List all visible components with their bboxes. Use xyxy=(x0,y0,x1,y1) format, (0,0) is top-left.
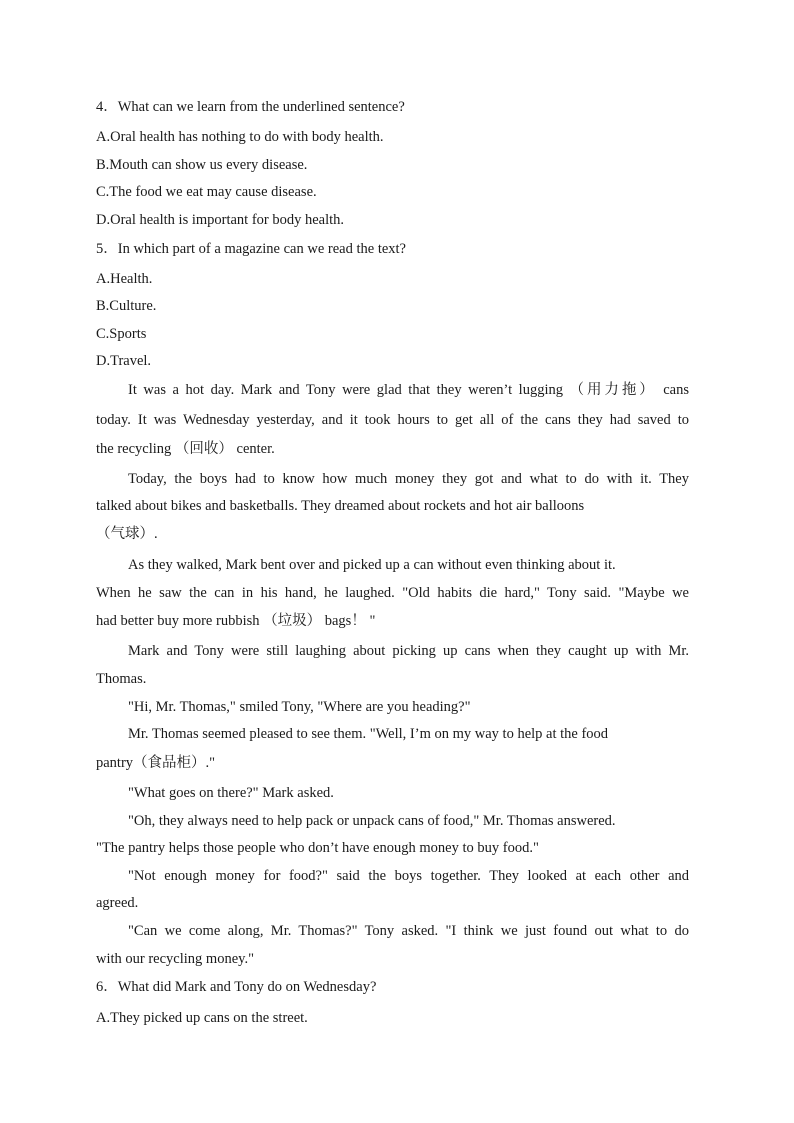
passage-line: Today, the boys had to know how much money they got and what to do with it. They xyxy=(128,471,689,487)
passage-line: talked about bikes and basketballs. They dreamed about rockets and hot air balloons xyxy=(96,498,585,514)
question-5-option-b: B.Culture. xyxy=(96,298,157,314)
question-4-option-c: C.The food we eat may cause disease. xyxy=(96,184,317,200)
question-4-option-d: D.Oral health is important for body health. xyxy=(96,212,345,228)
passage-line: agreed. xyxy=(96,895,139,911)
passage-line: today. It was Wednesday yesterday, and it took hours to get all of the cans they had saved to xyxy=(96,412,689,428)
passage-line: pantry（食品柜）." xyxy=(96,755,216,771)
passage-line: with our recycling money." xyxy=(96,951,254,967)
passage-line: "The pantry helps those people who don’t have enough money to buy food." xyxy=(96,840,539,856)
question-4-option-a: A.Oral health has nothing to do with body health. xyxy=(96,129,384,145)
question-5-option-c: C.Sports xyxy=(96,326,147,342)
passage-line: When he saw the can in his hand, he laughed. "Old habits die hard," Tony said. "Maybe we xyxy=(96,585,689,601)
passage-line: "Hi, Mr. Thomas," smiled Tony, "Where are you heading?" xyxy=(128,699,471,715)
passage-line: had better buy more rubbish （垃圾） bags！ " xyxy=(96,613,376,629)
passage-line: （气球）. xyxy=(96,526,158,542)
passage-line: As they walked, Mark bent over and picked up a can without even thinking about it. xyxy=(128,557,616,573)
passage-line: the recycling （回收） center. xyxy=(96,441,275,457)
passage-line: It was a hot day. Mark and Tony were glad that they weren’t lugging （用力拖） cans xyxy=(128,382,689,398)
passage-line: Mr. Thomas seemed pleased to see them. "Well, I’m on my way to help at the food xyxy=(128,726,609,742)
question-6-stem: 6．What did Mark and Tony do on Wednesday? xyxy=(96,979,377,995)
passage-line: Thomas. xyxy=(96,671,147,687)
question-4-stem: 4．What can we learn from the underlined sentence? xyxy=(96,99,405,115)
question-5-stem: 5．In which part of a magazine can we read the text? xyxy=(96,241,406,257)
passage-line: Mark and Tony were still laughing about picking up cans when they caught up with Mr. xyxy=(128,643,689,659)
passage-line: "Not enough money for food?" said the boys together. They looked at each other and xyxy=(128,868,689,884)
passage-line: "What goes on there?" Mark asked. xyxy=(128,785,334,801)
question-5-option-a: A.Health. xyxy=(96,271,153,287)
question-6-option-a: A.They picked up cans on the street. xyxy=(96,1010,308,1026)
passage-line: "Oh, they always need to help pack or unpack cans of food," Mr. Thomas answered. xyxy=(128,813,616,829)
passage-line: "Can we come along, Mr. Thomas?" Tony asked. "I think we just found out what to do xyxy=(128,923,689,939)
question-5-option-d: D.Travel. xyxy=(96,353,152,369)
question-4-option-b: B.Mouth can show us every disease. xyxy=(96,157,308,173)
